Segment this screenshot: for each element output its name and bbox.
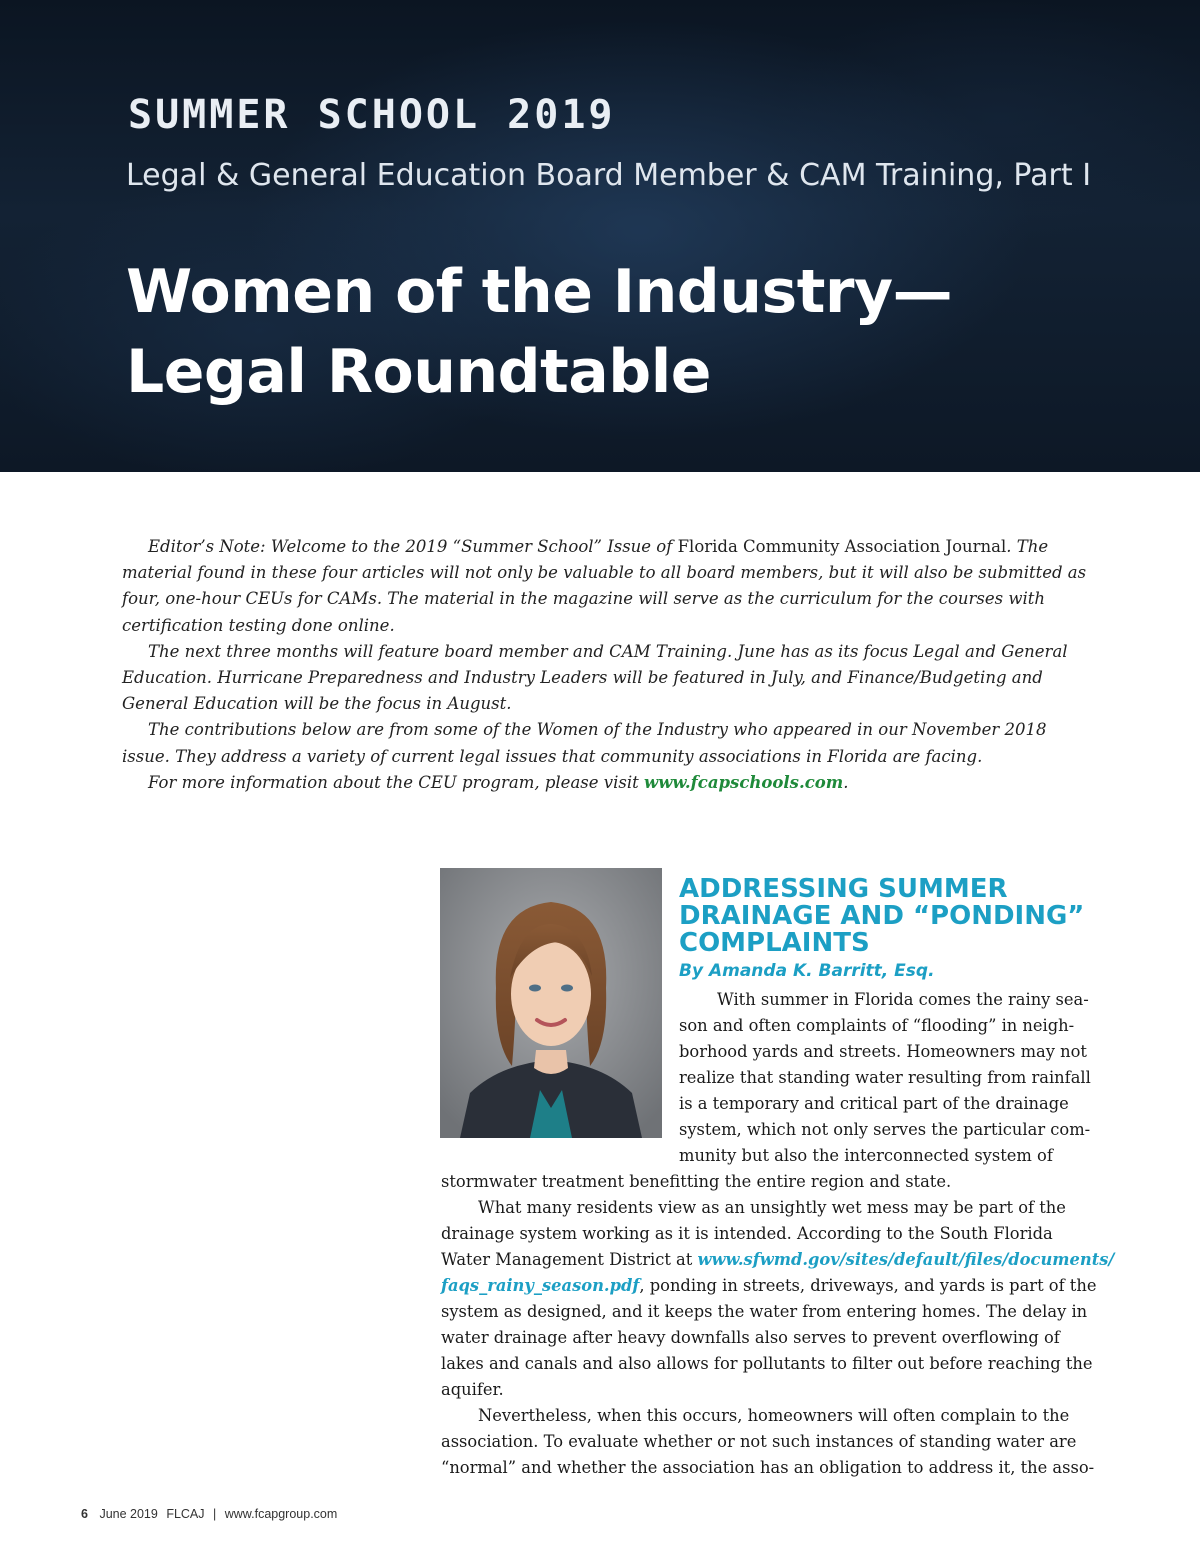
page-footer: [81, 1507, 337, 1521]
article-line: drainage system working as it is intended. According to the South Florida: [441, 1224, 1053, 1243]
article-line: aquifer.: [441, 1380, 504, 1399]
footer-divider: |: [213, 1507, 217, 1521]
fcapschools-link[interactable]: www.fcapschools.com: [643, 772, 844, 792]
article-line: water drainage after heavy downfalls also serves to prevent overflowing of: [441, 1328, 1060, 1347]
section-kicker: SUMMER SCHOOL 2019: [128, 92, 616, 138]
article-byline: By Amanda K. Barritt, Esq.: [679, 961, 935, 981]
sfwmd-link[interactable]: www.sfwmd.gov/sites/default/files/documents/: [697, 1250, 1115, 1269]
page-number: 6: [81, 1507, 88, 1521]
article-text: , ponding in streets, driveways, and yards is part of the: [639, 1276, 1097, 1295]
article-line: son and often complaints of “flooding” in neigh-: [679, 1016, 1075, 1035]
fcapgroup-link[interactable]: www.fcapgroup.com: [224, 1507, 338, 1521]
article-line: With summer in Florida comes the rainy sea-: [717, 990, 1089, 1009]
publication-name: Florida Community Association Journal: [677, 537, 1007, 556]
article-line: is a temporary and critical part of the drainage: [679, 1094, 1069, 1113]
article-line: [441, 1250, 1114, 1269]
page-title-line-1: Women of the Industry—: [126, 257, 953, 327]
article-text: Water Management District at: [441, 1250, 698, 1269]
article-line: Nevertheless, when this occurs, homeowners will often complain to the: [478, 1406, 1070, 1425]
editors-note-text: .: [843, 772, 849, 792]
article-line: stormwater treatment benefitting the entire region and state.: [441, 1172, 952, 1191]
article-line: [441, 1276, 1096, 1295]
article-line: system as designed, and it keeps the water from entering homes. The delay in: [441, 1302, 1088, 1321]
article-title-line-3: COMPLAINTS: [679, 928, 870, 958]
article-line: borhood yards and streets. Homeowners may not: [679, 1042, 1087, 1061]
article-line: realize that standing water resulting from rainfall: [679, 1068, 1091, 1087]
editors-note-text: For more information about the CEU program, please visit: [148, 772, 644, 792]
article-title-line-2: DRAINAGE AND “PONDING”: [679, 901, 1085, 931]
article-line: munity but also the interconnected system of: [679, 1146, 1053, 1165]
article-line: system, which not only serves the particular com-: [679, 1120, 1091, 1139]
article-line: lakes and canals and also allows for pollutants to filter out before reaching the: [441, 1354, 1093, 1373]
issue-date: June 2019: [99, 1507, 158, 1521]
editors-note-text: Editor’s Note: Welcome to the 2019 “Summer School” Issue of: [148, 537, 678, 556]
publication-abbrev: FLCAJ: [166, 1507, 205, 1521]
article-line: association. To evaluate whether or not such instances of standing water are: [441, 1432, 1077, 1451]
sfwmd-link-continued[interactable]: faqs_rainy_season.pdf: [441, 1276, 640, 1295]
article-line: “normal” and whether the association has an obligation to address it, the asso-: [441, 1458, 1095, 1477]
article-line: What many residents view as an unsightly wet mess may be part of the: [478, 1198, 1066, 1217]
section-subtitle: Legal & General Education Board Member & CAM Training, Part I: [126, 158, 1092, 193]
editors-note-paragraph: The contributions below are from some of the Women of the Industry who appeared in our November 2018 issue. They address a variety of current legal issues that community associations in Florida are facing.: [122, 720, 1047, 766]
page-title-line-2: Legal Roundtable: [126, 337, 711, 407]
editors-note-text: . The material found in these four articles will not only be valuable to all board members, but it will also be submitted as four, one-hour CEUs for CAMs. The material in the magazine will serve as the curriculum for the courses with certification testing done online.: [122, 537, 1087, 635]
article-title-line-1: ADDRESSING SUMMER: [679, 874, 1008, 904]
editors-note-paragraph: The next three months will feature board member and CAM Training. June has as its focus Legal and General Education. Hurricane Preparedness and Industry Leaders will be featured in July, and Finance/Budgeting and General Education will be the focus in August.: [122, 641, 1068, 714]
